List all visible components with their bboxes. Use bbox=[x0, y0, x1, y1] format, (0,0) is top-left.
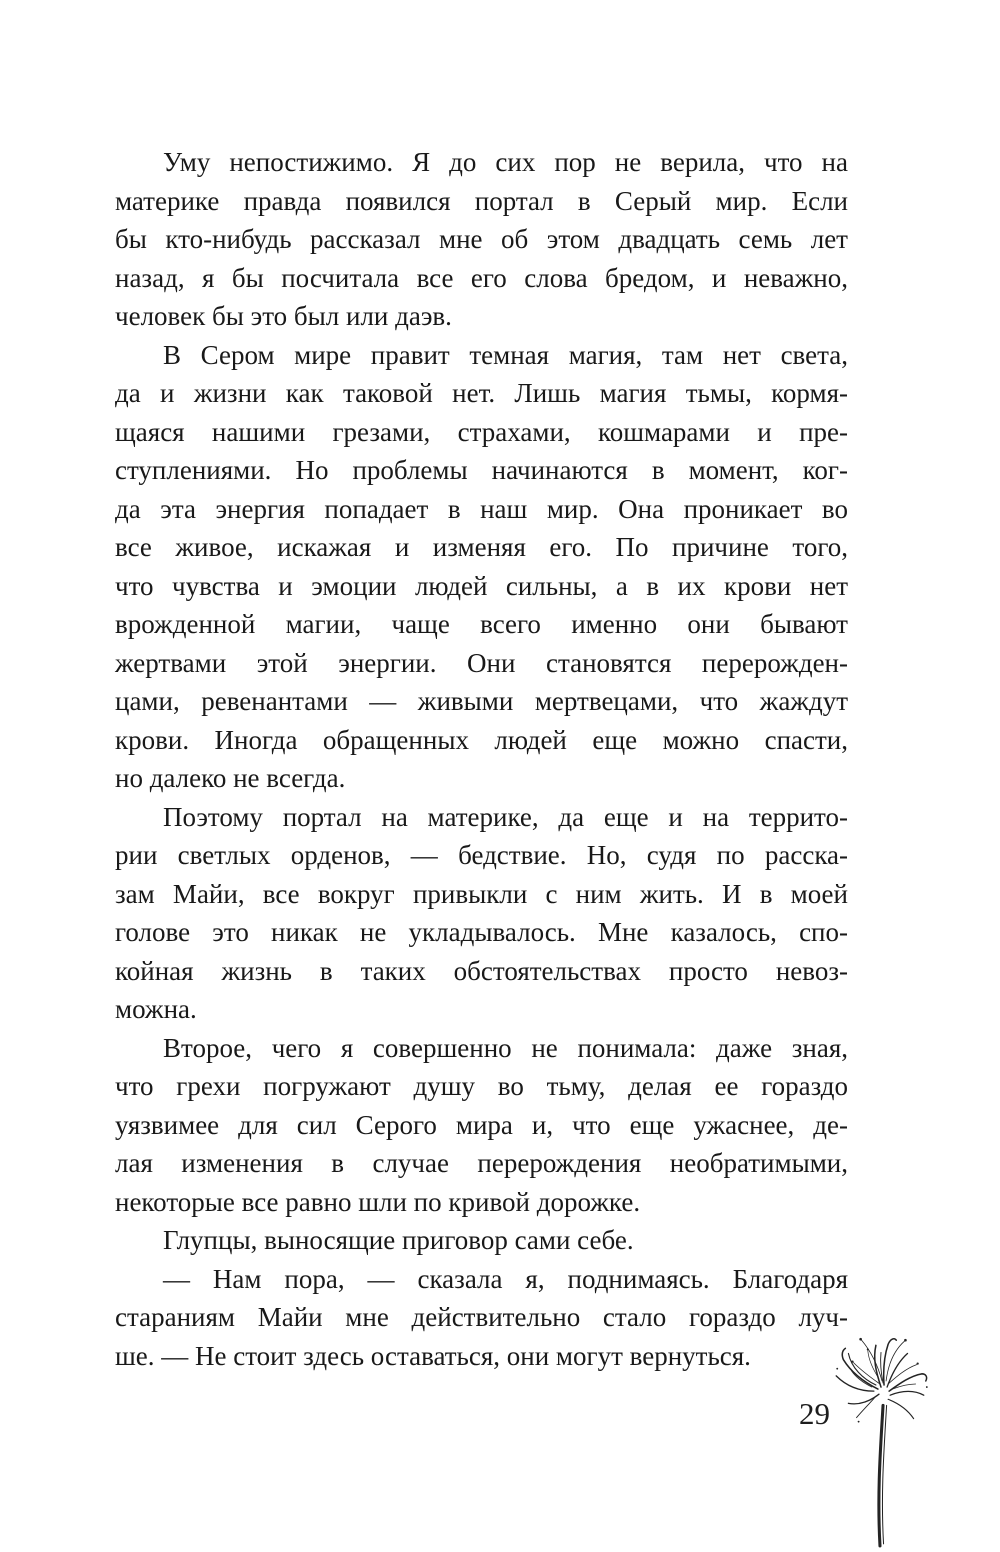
text-line: крови. Иногда обращенных людей еще можно спасти, bbox=[115, 724, 848, 755]
page-number: 29 bbox=[799, 1396, 830, 1431]
text-line: назад, я бы посчитала все его слова бредом, и неважно, bbox=[115, 262, 848, 293]
text-line: рии светлых орденов, — бедствие. Но, судя по расска- bbox=[115, 840, 848, 870]
text-line: жертвами этой энергии. Они становятся перерожден- bbox=[115, 647, 848, 678]
text-line: бы кто-нибудь рассказал мне об этом двадцать семь лет bbox=[115, 224, 848, 254]
text-line: да и жизни как таковой нет. Лишь магия тьмы, кормя- bbox=[115, 378, 848, 408]
text-line: Второе, чего я совершенно не понимала: даже зная, bbox=[163, 1032, 848, 1063]
text-line: В Сером мире правит темная магия, там нет света, bbox=[163, 339, 848, 370]
text-line: цами, ревенантами — живыми мертвецами, что жаждут bbox=[115, 686, 848, 716]
text-line: некоторые все равно шли по кривой дорожке. bbox=[115, 1186, 641, 1217]
text-line: ступлениями. Но проблемы начинаются в момент, ког- bbox=[115, 455, 848, 485]
text-line: лая изменения в случае перерождения необратимыми, bbox=[115, 1148, 848, 1178]
body-text bbox=[115, 143, 848, 1375]
text-line: ше. — Не стоит здесь оставаться, они могут вернуться. bbox=[115, 1340, 751, 1371]
text-line: койная жизнь в таких обстоятельствах просто невоз- bbox=[115, 955, 848, 986]
text-line: все живое, искажая и изменяя его. По причине того, bbox=[115, 532, 848, 562]
text-line: голове это никак не укладывалось. Мне казалось, спо- bbox=[115, 917, 848, 947]
text-line: материке правда появился портал в Серый мир. Если bbox=[115, 185, 848, 216]
text-line: можна. bbox=[115, 994, 197, 1024]
text-line: что грехи погружают душу во тьму, делая ее гораздо bbox=[115, 1071, 848, 1101]
text-line: щаяся нашими грезами, страхами, кошмарами и пре- bbox=[115, 416, 848, 447]
text-line: но далеко не всегда. bbox=[115, 763, 346, 793]
text-line: — Нам пора, — сказала я, поднимаясь. Благодаря bbox=[163, 1263, 848, 1294]
text-line: да эта энергия попадает в наш мир. Она проникает во bbox=[115, 493, 848, 524]
text-line: что чувства и эмоции людей сильны, а в их крови нет bbox=[115, 570, 848, 601]
text-line: Глупцы, выносящие приговор сами себе. bbox=[163, 1225, 634, 1255]
spider-lily-illustration-icon bbox=[822, 1328, 940, 1552]
text-line: врожденной магии, чаще всего именно они бывают bbox=[115, 609, 848, 639]
text-line: Поэтому портал на материке, да еще и на террито- bbox=[163, 801, 848, 832]
text-line: Уму непостижимо. Я до сих пор не верила, что на bbox=[163, 147, 848, 177]
text-line: уязвимее для сил Серого мира и, что еще ужаснее, де- bbox=[115, 1109, 848, 1140]
text-line: зам Майи, все вокруг привыкли с ним жить. И в моей bbox=[115, 878, 848, 909]
text-line: человек бы это был или даэв. bbox=[115, 301, 452, 331]
text-line: стараниям Майи мне действительно стало гораздо луч- bbox=[115, 1302, 848, 1332]
